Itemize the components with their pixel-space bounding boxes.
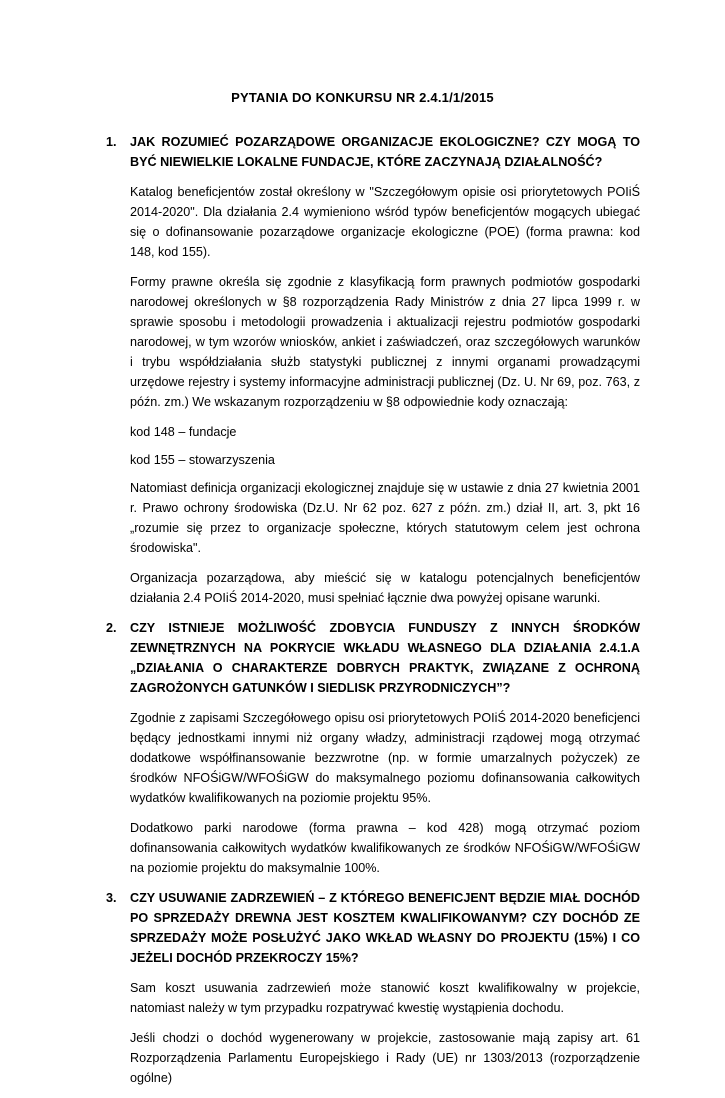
answer-paragraph: Organizacja pozarządowa, aby mieścić się w katalogu potencjalnych beneficjentów działania 2.4 POIiŚ 2014-2020, musi spełniać łącznie dwa powyżej opisane warunki. (130, 571, 640, 605)
question-3 (104, 888, 640, 968)
question-heading: JAK ROZUMIEĆ POZARZĄDOWE ORGANIZACJE EKOLOGICZNE? CZY MOGĄ TO BYĆ NIEWIELKIE LOKALNE FUNDACJE, KTÓRE ZACZYNAJĄ DZIAŁALNOŚĆ? (130, 135, 640, 169)
answer-paragraph: Katalog beneficjentów został określony w "Szczegółowym opisie osi priorytetowych POIiŚ 2014-2020". Dla działania 2.4 wymieniono wśród typów beneficjentów mogących ubiegać się o dofinansowanie pozarządowe organizacje ekologiczne (POE) (forma prawna: kod 148, kod 155). (130, 185, 640, 259)
question-heading: CZY USUWANIE ZADRZEWIEŃ – Z KTÓREGO BENEFICJENT BĘDZIE MIAŁ DOCHÓD PO SPRZEDAŻY DREWNA JEST KOSZTEM KWALIFIKOWANYM? CZY DOCHÓD ZE SPRZEDAŻY MOŻE POSŁUŻYĆ JAKO WKŁAD WŁASNY DO PROJEKTU (15%) I CO JEŻELI DOCHÓD PRZEKROCZY 15%? (130, 891, 640, 965)
answer-paragraph: Natomiast definicja organizacji ekologicznej znajduje się w ustawie z dnia 27 kwietnia 2001 r. Prawo ochrony środowiska (Dz.U. Nr 62 poz. 627 z późn. zm.) dział II, art. 3, pkt 16 „rozumie się przez to organizacje społeczne, których statutowym celem jest ochrona środowiska". (130, 481, 640, 555)
code-list-item: kod 155 – stowarzyszenia (130, 453, 275, 467)
answer-paragraph: Zgodnie z zapisami Szczegółowego opisu osi priorytetowych POIiŚ 2014-2020 beneficjenci będący jednostkami innymi niż organy władzy, administracji rządowej mogą otrzymać dodatkowe współfinansowanie bezzwrotne (np. w formie umarzalnych pożyczek) ze środków NFOŚiGW/WFOŚiGW do maksymalnego poziomu dofinansowania całkowitych wydatków kwalifikowanych na poziomie projektu 95%. (130, 711, 640, 805)
question-number: 2. (106, 621, 117, 635)
question-number: 1. (106, 135, 117, 149)
question-heading: CZY ISTNIEJE MOŻLIWOŚĆ ZDOBYCIA FUNDUSZY Z INNYCH ŚRODKÓW ZEWNĘTRZNYCH NA POKRYCIE WKŁADU WŁASNEGO DLA DZIAŁANIA 2.4.1.A „DZIAŁANIA O CHARAKTERZE DOBRYCH PRAKTYK, ZWIĄZANE Z OCHRONĄ ZAGROŻONYCH GATUNKÓW I SIEDLISK PRZYRODNICZYCH”? (130, 621, 640, 695)
document-body (104, 132, 640, 1098)
answer-paragraph: Sam koszt usuwania zadrzewień może stanowić koszt kwalifikowalny w projekcie, natomiast należy w tym przypadku rozpatrywać kwestię wystąpienia dochodu. (130, 981, 640, 1015)
answer-paragraph: Formy prawne określa się zgodnie z klasyfikacją form prawnych podmiotów gospodarki narodowej określonych w §8 rozporządzenia Rady Ministrów z dnia 27 lipca 1999 r. w sprawie sposobu i metodologii prowadzenia i aktualizacji rejestru podmiotów gospodarki narodowej, w tym wzorów wniosków, ankiet i zaświadczeń, oraz szczegółowych warunków i trybu współdziałania służb statystyki publicznej z innymi organami prowadzącymi urzędowe rejestry i systemy informacyjne administracji publicznej (Dz. U. Nr 69, poz. 763, z późn. zm.) We wskazanym rozporządzeniu w §8 odpowiednie kody oznaczają: (130, 275, 640, 409)
answer-paragraph: Dodatkowo parki narodowe (forma prawna – kod 428) mogą otrzymać poziom dofinansowania całkowitych wydatków kwalifikowanych ze środków NFOŚiGW/WFOŚiGW na poziomie projektu do maksymalnie 100%. (130, 821, 640, 875)
answer-paragraph: Jeśli chodzi o dochód wygenerowany w projekcie, zastosowanie mają zapisy art. 61 Rozporządzenia Parlamentu Europejskiego i Rady (UE) nr 1303/2013 (rozporządzenie ogólne) (130, 1031, 640, 1085)
question-2 (104, 618, 640, 698)
document-title: PYTANIA DO KONKURSU NR 2.4.1/1/2015 (231, 90, 494, 105)
question-number: 3. (106, 891, 117, 905)
code-list-item: kod 148 – fundacje (130, 425, 237, 439)
question-1 (104, 132, 640, 172)
